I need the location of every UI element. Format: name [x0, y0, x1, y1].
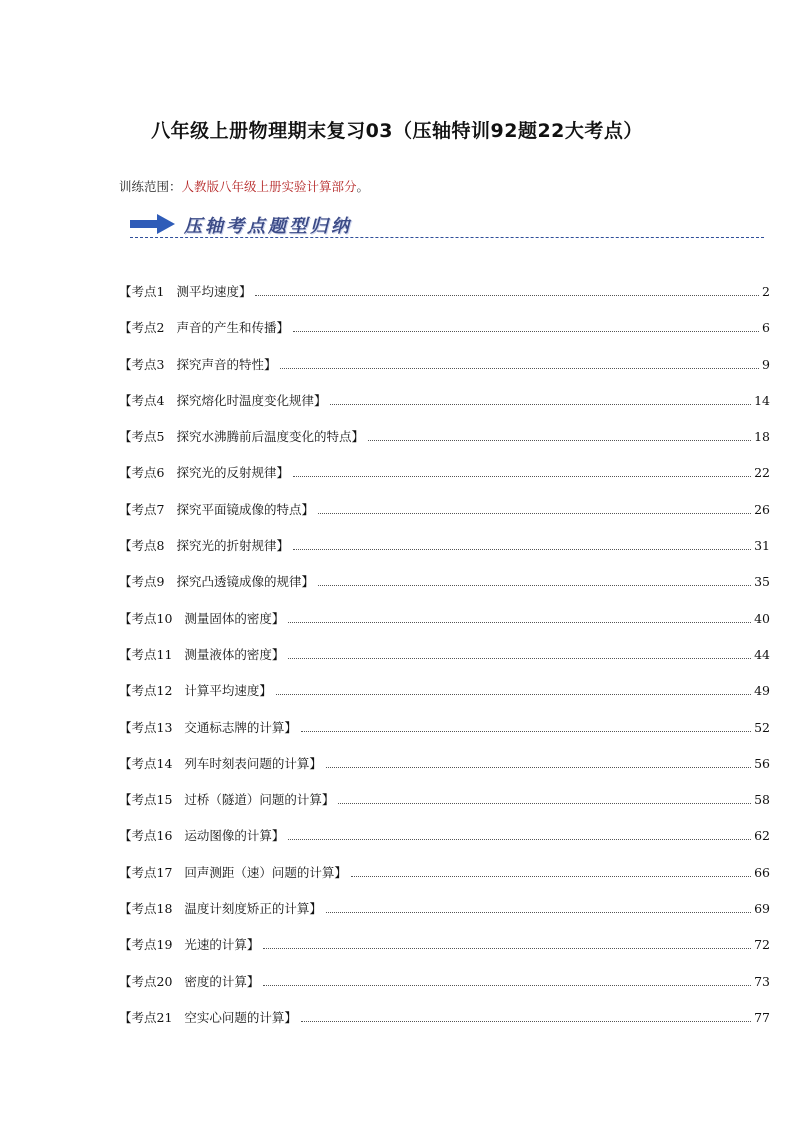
toc-item-page: 56	[754, 755, 770, 771]
toc-item-text: 交通标志牌的计算】	[184, 719, 297, 735]
toc-item-page: 77	[754, 1009, 770, 1025]
training-scope-label: 训练范围：	[119, 179, 182, 194]
toc-item-label	[119, 500, 314, 520]
toc-item-label	[119, 645, 284, 665]
toc-item-label	[119, 463, 289, 483]
toc-item-page: 31	[754, 538, 770, 554]
toc-item-text: 声音的产生和传播】	[176, 320, 289, 336]
toc-item-page: 52	[754, 719, 770, 735]
toc-item[interactable]	[119, 681, 770, 717]
toc-leader-dots	[318, 500, 751, 514]
toc-leader-dots	[330, 391, 751, 405]
toc-leader-dots	[326, 899, 751, 913]
toc-item-label	[119, 536, 289, 556]
toc-item-page: 72	[754, 937, 770, 953]
toc-item[interactable]	[119, 972, 770, 1008]
toc-item-label	[119, 318, 289, 338]
toc-item[interactable]	[119, 463, 770, 499]
training-scope-end: 。	[356, 179, 370, 194]
toc-leader-dots	[263, 935, 751, 949]
table-of-contents	[119, 282, 770, 1044]
dashed-divider	[130, 237, 764, 238]
toc-item-page: 49	[754, 683, 770, 699]
toc-item[interactable]	[119, 899, 770, 935]
toc-item-label	[119, 355, 276, 375]
toc-item-number: 【考点16	[119, 828, 173, 844]
toc-item-label	[119, 282, 251, 302]
toc-item-label	[119, 609, 284, 629]
toc-item-number: 【考点13	[119, 719, 173, 735]
training-scope-value: 人教版八年级上册实验计算部分	[181, 179, 357, 194]
toc-item[interactable]	[119, 282, 770, 318]
toc-item-number: 【考点21	[119, 1009, 173, 1025]
toc-item[interactable]	[119, 790, 770, 826]
toc-leader-dots	[368, 427, 751, 441]
toc-item-label	[119, 572, 314, 592]
toc-item-label	[119, 427, 364, 447]
toc-item-number: 【考点7	[119, 501, 165, 517]
section-heading: 压轴考点题型归纳	[184, 216, 352, 237]
toc-item-page: 6	[762, 320, 770, 336]
toc-item-text: 光速的计算】	[184, 937, 260, 953]
toc-item[interactable]	[119, 536, 770, 572]
toc-item-page: 69	[754, 901, 770, 917]
toc-item-label	[119, 863, 347, 883]
toc-leader-dots	[263, 972, 751, 986]
toc-item-page: 26	[754, 501, 770, 517]
toc-item-page: 2	[762, 284, 770, 299]
toc-item[interactable]	[119, 609, 770, 645]
toc-item-text: 过桥（隧道）问题的计算】	[184, 792, 335, 808]
toc-item-label	[119, 681, 272, 701]
toc-item-number: 【考点5	[119, 429, 165, 445]
toc-item-number: 【考点1	[119, 284, 165, 299]
toc-item-number: 【考点18	[119, 901, 173, 917]
toc-item-number: 【考点17	[119, 864, 173, 880]
toc-item-text: 测平均速度】	[176, 284, 252, 299]
toc-item-label	[119, 1008, 297, 1028]
toc-item-number: 【考点14	[119, 755, 173, 771]
toc-item-number: 【考点12	[119, 683, 173, 699]
toc-item-page: 73	[754, 973, 770, 989]
toc-item[interactable]	[119, 1008, 770, 1044]
toc-item[interactable]	[119, 826, 770, 862]
toc-item-number: 【考点6	[119, 465, 165, 481]
toc-item[interactable]	[119, 718, 770, 754]
toc-item-text: 列车时刻表问题的计算】	[184, 755, 322, 771]
toc-item-text: 探究熔化时温度变化规律】	[176, 392, 327, 408]
training-scope	[119, 177, 369, 195]
toc-item-label	[119, 754, 322, 774]
toc-leader-dots	[293, 536, 751, 550]
toc-item-page: 9	[762, 356, 770, 372]
toc-item-text: 探究凸透镜成像的规律】	[176, 574, 314, 590]
toc-leader-dots	[338, 790, 751, 804]
toc-item-text: 探究水沸腾前后温度变化的特点】	[176, 429, 364, 445]
toc-item[interactable]	[119, 318, 770, 354]
toc-item-number: 【考点9	[119, 574, 165, 590]
toc-item-number: 【考点2	[119, 320, 165, 336]
toc-item-text: 空实心问题的计算】	[184, 1009, 297, 1025]
toc-leader-dots	[318, 572, 751, 586]
toc-item[interactable]	[119, 355, 770, 391]
toc-item-page: 22	[754, 465, 770, 481]
toc-item-page: 35	[754, 574, 770, 590]
toc-item[interactable]	[119, 572, 770, 608]
toc-item-text: 计算平均速度】	[184, 683, 272, 699]
toc-item-text: 密度的计算】	[184, 973, 260, 989]
toc-item-number: 【考点4	[119, 392, 165, 408]
toc-item-number: 【考点3	[119, 356, 165, 372]
toc-item-text: 探究光的折射规律】	[176, 538, 289, 554]
toc-item-page: 66	[754, 864, 770, 880]
toc-item[interactable]	[119, 427, 770, 463]
toc-item-text: 温度计刻度矫正的计算】	[184, 901, 322, 917]
toc-leader-dots	[255, 282, 759, 296]
toc-leader-dots	[293, 318, 759, 332]
toc-item-page: 44	[754, 646, 770, 662]
toc-item[interactable]	[119, 645, 770, 681]
toc-item-label	[119, 935, 259, 955]
toc-item-page: 18	[754, 429, 770, 445]
toc-leader-dots	[351, 863, 751, 877]
toc-leader-dots	[301, 718, 751, 732]
toc-item-text: 测量液体的密度】	[184, 646, 285, 662]
toc-leader-dots	[288, 609, 751, 623]
toc-item-label	[119, 790, 334, 810]
toc-item-text: 测量固体的密度】	[184, 610, 285, 626]
arrow-right-icon	[130, 214, 176, 234]
toc-item-page: 58	[754, 792, 770, 808]
toc-leader-dots	[288, 645, 751, 659]
document-title: 八年级上册物理期末复习03（压轴特训92题22大考点）	[151, 120, 643, 142]
toc-item-label	[119, 391, 326, 411]
toc-leader-dots	[301, 1008, 751, 1022]
toc-item-page: 14	[754, 392, 770, 408]
toc-item-number: 【考点19	[119, 937, 173, 953]
toc-item-number: 【考点11	[119, 646, 173, 662]
toc-item-number: 【考点20	[119, 973, 173, 989]
toc-leader-dots	[276, 681, 751, 695]
toc-item-label	[119, 899, 322, 919]
toc-item-page: 62	[754, 828, 770, 844]
toc-item[interactable]	[119, 500, 770, 536]
toc-item-number: 【考点8	[119, 538, 165, 554]
toc-item[interactable]	[119, 754, 770, 790]
toc-leader-dots	[288, 826, 751, 840]
toc-item-label	[119, 826, 284, 846]
toc-item-label	[119, 972, 259, 992]
toc-item[interactable]	[119, 391, 770, 427]
toc-item-label	[119, 718, 297, 738]
toc-item-text: 探究光的反射规律】	[176, 465, 289, 481]
toc-item-number: 【考点15	[119, 792, 173, 808]
toc-item[interactable]	[119, 935, 770, 971]
toc-item-text: 回声测距（速）问题的计算】	[184, 864, 347, 880]
toc-leader-dots	[326, 754, 751, 768]
toc-item-page: 40	[754, 610, 770, 626]
toc-item-text: 探究声音的特性】	[176, 356, 277, 372]
toc-item-number: 【考点10	[119, 610, 173, 626]
toc-item-text: 运动图像的计算】	[184, 828, 285, 844]
section-banner	[130, 208, 764, 244]
toc-item-text: 探究平面镜成像的特点】	[176, 501, 314, 517]
toc-leader-dots	[293, 463, 751, 477]
toc-leader-dots	[280, 355, 759, 369]
toc-item[interactable]	[119, 863, 770, 899]
